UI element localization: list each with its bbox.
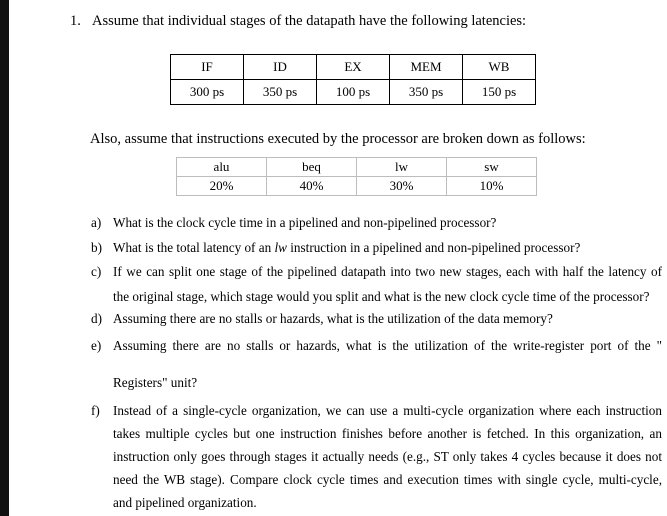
stage-latency-table [170,54,536,105]
question-text: Assuming there are no stalls or hazards, what is the utilization of the data memory? [113,311,553,326]
question-text-line: need the WB stage). Compare clock cycle times and execution times with single cycle, multi-cycle, [113,472,662,487]
mix-value-cell: 10% [447,177,537,196]
latency-header-cell: IF [171,55,244,80]
question-text: Instead of a single-cycle organization, we can use a multi-cycle organization where each instruction [113,403,662,418]
mix-header-cell: beq [267,158,357,177]
latency-value-cell: 100 ps [317,80,390,105]
mix-header-cell: sw [447,158,537,177]
latency-header-cell: ID [244,55,317,80]
question-text-line: and pipelined organization. [113,495,257,510]
latency-value-row [171,80,536,105]
mix-header-cell: lw [357,158,447,177]
question-text-line: Registers" unit? [113,375,198,390]
mix-value-cell: 40% [267,177,357,196]
instruction-mix-table [176,157,537,196]
question-text: If we can split one stage of the pipelined datapath into two new stages, each with half the latency of [113,264,662,279]
mix-header-row [177,158,537,177]
latency-header-cell: WB [463,55,536,80]
question-letter: a) [91,215,102,230]
question-letter: c) [91,264,102,279]
problem-number: 1. [70,13,81,29]
latency-header-cell: EX [317,55,390,80]
latency-value-cell: 350 ps [390,80,463,105]
mix-value-cell: 20% [177,177,267,196]
lw-mnemonic: lw [274,240,287,255]
question-text-line: the original stage, which stage would you split and what is the new clock cycle time of the processor? [113,289,650,304]
left-edge-bar [0,0,9,516]
question-letter: e) [91,338,102,353]
instruction-mix-intro: Also, assume that instructions executed by the processor are broken down as follows: [90,131,586,147]
question-text: Assuming there are no stalls or hazards, what is the utilization of the write-register port of the " [113,338,662,353]
question-text: What is the total latency of an lw instruction in a pipelined and non-pipelined processor? [113,240,581,255]
mix-header-cell: alu [177,158,267,177]
question-letter: f) [91,403,100,418]
mix-value-cell: 30% [357,177,447,196]
problem-title [70,13,526,30]
question-text-line: takes multiple cycles but one instruction finishes before another is fetched. In this organization, an [113,426,662,441]
question-text-line: instruction only goes through stages it actually needs (e.g., ST only takes 4 cycles because it does not [113,449,662,464]
problem-statement: Assume that individual stages of the datapath have the following latencies: [92,13,527,29]
question-text: What is the clock cycle time in a pipelined and non-pipelined processor? [113,215,497,230]
question-letter: d) [91,311,102,326]
latency-header-cell: MEM [390,55,463,80]
latency-value-cell: 300 ps [171,80,244,105]
latency-value-cell: 150 ps [463,80,536,105]
latency-value-cell: 350 ps [244,80,317,105]
mix-value-row [177,177,537,196]
question-letter: b) [91,240,102,255]
latency-header-row [171,55,536,80]
